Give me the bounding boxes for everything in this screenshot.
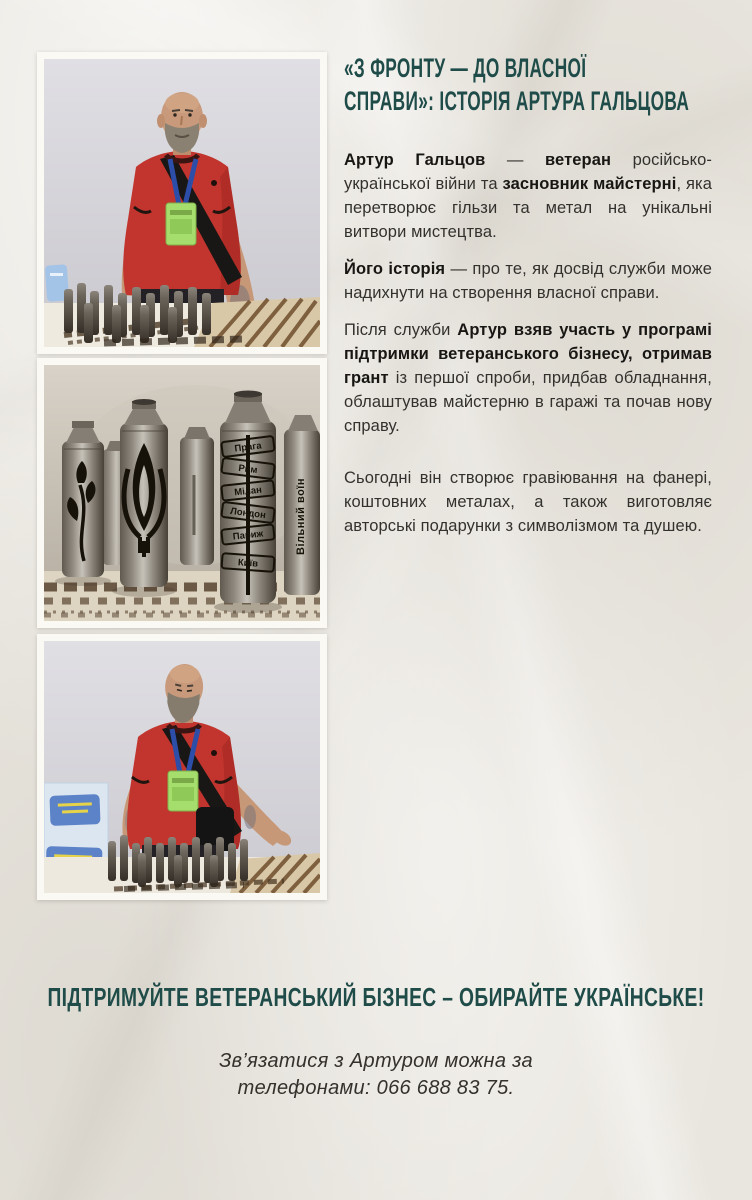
contact-line-1: Зв’язатися з Артуром можна за bbox=[219, 1050, 533, 1072]
shell-signpost bbox=[214, 391, 282, 614]
contact-line-2: телефонами: 066 688 83 75. bbox=[237, 1077, 515, 1099]
waist-bag bbox=[196, 807, 234, 851]
shell-tryzub bbox=[112, 399, 176, 597]
page-title bbox=[344, 52, 715, 118]
sign-city-6: Київ bbox=[237, 557, 259, 570]
paragraph-today: Сьогодні він створює гравіювання на фанері, коштовних металах, а також виготовляє авторські подарунки з символізмом та душею. bbox=[344, 469, 712, 535]
contact-info bbox=[0, 1048, 752, 1102]
shell-side-engraving: Вільний воїн bbox=[295, 477, 307, 555]
sign-city-1: Прага bbox=[233, 440, 263, 455]
cta-banner: ПІДТРИМУЙТЕ ВЕТЕРАНСЬКИЙ БІЗНЕС – ОБИРАЙТЕ УКРАЇНСЬКЕ! bbox=[47, 982, 705, 1012]
shell-rose bbox=[55, 421, 111, 586]
title-line-2: СПРАВИ»: ІСТОРІЯ АРТУРА ГАЛЬЦОВА bbox=[344, 86, 690, 116]
polo-emblem bbox=[211, 180, 217, 186]
title-line-1: «З ФРОНТУ — ДО ВЛАСНОЇ bbox=[344, 53, 587, 83]
shell-side-text bbox=[284, 415, 320, 595]
photo-artur-portrait bbox=[37, 52, 327, 354]
paragraph-intro: Артур Гальцов — ветеран російсько-української війни та засновник майстерні, яка перетворює гільзи та метал на унікальні витвори мистецтва. bbox=[344, 151, 713, 241]
shells-illustration bbox=[44, 365, 320, 621]
photo-artur-presenting bbox=[37, 634, 327, 900]
paragraph-story: Його історія — про те, як досвід служби може надихнути на створення власної справи. bbox=[344, 260, 713, 302]
presenting-illustration bbox=[44, 641, 320, 893]
sign-city-5: Париж bbox=[232, 528, 264, 543]
portrait-illustration bbox=[44, 59, 320, 347]
sign-city-2: Рим bbox=[237, 462, 259, 477]
sign-city-4: Лондон bbox=[229, 505, 267, 522]
article bbox=[344, 52, 712, 551]
paragraph-grant: Після служби Артур взяв участь у програмі підтримки ветеранського бізнесу, отримав грант із першої спроби, придбав обладнання, облаштував майстерню в гаражі та почав нову справу. bbox=[344, 321, 712, 435]
sign-city-3: Мілан bbox=[233, 484, 263, 499]
photo-engraved-shells bbox=[37, 358, 327, 628]
